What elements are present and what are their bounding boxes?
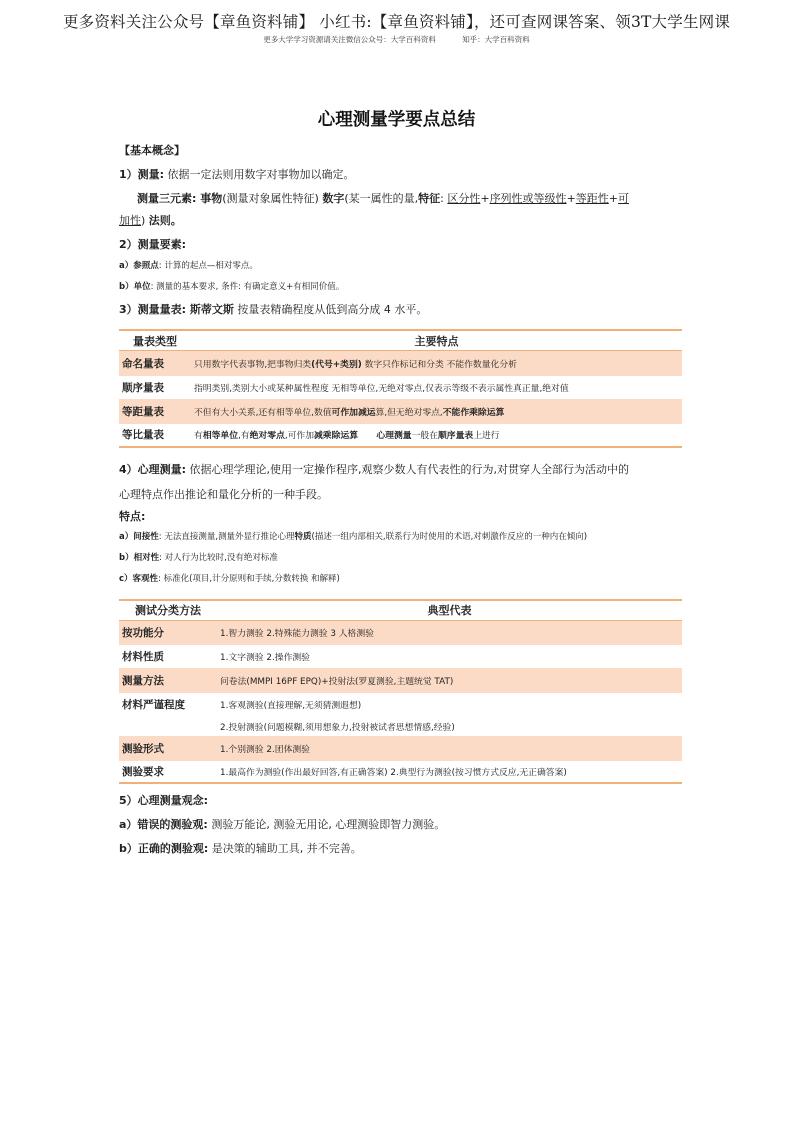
- cell-text: 数字只作标记和分类 不能作数量化分析: [361, 359, 517, 370]
- feature-indirectness: [119, 530, 679, 544]
- item-unit: [119, 280, 679, 294]
- triad-rule: 法则。: [148, 214, 182, 227]
- test-classification-table: [119, 599, 682, 785]
- item-psych-measurement: [119, 463, 679, 477]
- cell-text-bold: (代号+类别): [311, 359, 362, 370]
- item-scales: [119, 303, 679, 317]
- table-header-cell: 主要特点: [191, 330, 682, 351]
- scale-feature-cell: 指明类别,类别大小或某种属性程度 无相等单位,无绝对零点,仅表示等级不表示属性真正量,绝对值: [194, 383, 569, 394]
- plus-sign: +: [608, 192, 618, 205]
- item-concepts-heading: 5）心理测量观念:: [119, 794, 209, 807]
- table-row: [119, 620, 682, 645]
- classification-cell: 材料性质: [122, 651, 164, 663]
- cell-text-bold: 顺序量表: [437, 431, 474, 441]
- triad-number-note: (某一属性的量,: [344, 192, 419, 205]
- psych-measurement-line2: 心理特点作出推论和量化分析的一种手段。: [119, 487, 328, 501]
- table-row: [119, 376, 682, 399]
- cell-text: 只用数字代表事物,把事物归类: [194, 359, 312, 370]
- section-basic-heading: 【基本概念】: [119, 144, 185, 157]
- representative-cell: 问卷法(MMPI 16PF EPQ)+投射法(罗夏测验,主题统觉 TAT): [217, 668, 682, 693]
- triad-ordinality: 序列性或等级性: [489, 192, 567, 205]
- scale-feature-cell: [191, 351, 682, 376]
- unit-label: b）单位: [119, 282, 151, 292]
- wrong-view-label: a）错误的测验观:: [119, 818, 208, 831]
- item-measurement-text: 依据一定法则用数字对事物加以确定。: [164, 168, 355, 181]
- scale-type-cell: 等距量表: [119, 399, 191, 424]
- representative-cell: 1.文字测验 2.操作测验: [220, 653, 310, 663]
- feature-text-bold: 特质: [294, 531, 312, 542]
- promo-subline-right: 知乎：大学百科资料: [462, 35, 530, 44]
- triad-label: 测量三元素:: [137, 192, 197, 205]
- scale-type-cell: 等比量表: [119, 424, 191, 447]
- feature-label: c）客观性: [119, 573, 159, 584]
- cell-text: 不但有大小关系,还有相等单位,数值: [194, 407, 332, 418]
- features-heading: 特点:: [119, 509, 146, 523]
- item-elements-heading: 2）测量要素:: [119, 238, 187, 251]
- table-header-cell: 量表类型: [119, 330, 191, 351]
- classification-cell: 材料严谨程度: [122, 699, 185, 711]
- table-header-row: [119, 330, 682, 351]
- item-measurement-label: 1）测量:: [119, 168, 165, 181]
- promo-banner: 更多资料关注公众号【章鱼资料铺】 小红书:【章鱼资料铺】，还可查网课答案、领3T大学生网课: [62, 13, 731, 31]
- feature-objectivity: [119, 572, 679, 586]
- psych-measurement-label: 4）心理测量:: [119, 462, 187, 476]
- scale-feature-cell: [191, 399, 682, 424]
- representative-cell: 1.客观测验(直接理解,无须猜测遐想): [220, 701, 362, 711]
- reference-point-text: : 计算的起点—相对零点。: [158, 261, 258, 271]
- cell-text-bold: 心理测量: [358, 431, 412, 441]
- classification-cell: [119, 716, 217, 736]
- document-title: 心理测量学要点总结: [317, 110, 476, 130]
- table-row: [119, 761, 682, 783]
- representative-cell: 2.投射测验(问题模糊,须用想象力,投射被试者思想情感,经验): [220, 722, 455, 733]
- promo-subline: [0, 34, 793, 45]
- cell-text-bold: 不能作乘除运算: [442, 407, 505, 418]
- table-row: [119, 736, 682, 761]
- feature-label: a）间接性: [119, 531, 159, 542]
- triad-number: 数字: [322, 192, 345, 205]
- triad-feature: 特征: [418, 192, 441, 205]
- triad-equal-interval: 等距性: [575, 192, 609, 205]
- unit-text: : 测量的基本要求, 条件: 有确定意义+有相同价值。: [150, 282, 345, 292]
- classification-cell: 测验要求: [119, 761, 217, 783]
- correct-view-text: 是决策的辅助工具, 并不完善。: [208, 842, 362, 855]
- item-reference-point: [119, 259, 679, 273]
- item-correct-view: [119, 842, 679, 856]
- representative-cell: 1.个别测验 2.团体测验: [217, 736, 682, 761]
- feature-text: : 标准化(项目,计分原则和手续,分数转换 和解释): [158, 573, 340, 584]
- scale-type-cell: 顺序量表: [122, 381, 164, 394]
- scale-feature-cell: [191, 424, 682, 447]
- wrong-view-text: 测验万能论, 测验无用论, 心理测验即智力测验。: [207, 818, 446, 831]
- triad-additivity-end: 加性: [119, 214, 141, 227]
- plus-sign: +: [480, 192, 490, 205]
- table-header-cell: 典型代表: [217, 600, 682, 621]
- promo-subline-left: 更多大学学习资源请关注微信公众号：大学百科资料: [263, 35, 436, 44]
- table-row: [119, 693, 682, 716]
- cell-text: 有: [194, 431, 203, 441]
- scales-label: 3）测量量表:: [119, 303, 187, 316]
- feature-label: b）相对性: [119, 552, 160, 563]
- plus-sign: +: [566, 192, 576, 205]
- cell-text-bold: 减乘除运算: [314, 431, 358, 441]
- item-measurement: [119, 168, 679, 182]
- representative-cell: 1.智力测验 2.特殊能力测验 3 人格测验: [217, 620, 682, 645]
- table-row: [119, 399, 682, 424]
- table-row: [119, 351, 682, 376]
- triad-close: ): [141, 214, 149, 227]
- cell-text: 上进行: [473, 431, 500, 441]
- representative-cell: 1.最高作为测验(作出最好回答,有正确答案) 2.典型行为测验(按习惯方式反应,无正确答案): [217, 761, 682, 783]
- feature-text: (描述一组内部相关,联系行为时使用的术语,对刺激作反应的一种内在倾向): [311, 531, 588, 542]
- table-header-row: [119, 600, 682, 621]
- classification-cell: 按功能分: [119, 620, 217, 645]
- scale-type-cell: 命名量表: [119, 351, 191, 376]
- triad-thing-note: (测量对象属性特征): [222, 192, 323, 205]
- feature-relativity: [119, 551, 679, 565]
- correct-view-label: b）正确的测验观:: [119, 842, 209, 855]
- cell-text: 一般在: [411, 431, 438, 441]
- document-body: [119, 144, 679, 856]
- cell-text-bold: 相等单位: [202, 431, 239, 441]
- table-row: [119, 424, 682, 447]
- feature-text: : 对人行为比较时,没有绝对标准: [159, 552, 278, 563]
- classification-cell: 测验形式: [119, 736, 217, 761]
- table-header-cell: 测试分类方法: [119, 600, 217, 621]
- table-row: [119, 668, 682, 693]
- scales-stevens: 斯蒂文斯: [186, 303, 234, 316]
- triad-colon: :: [440, 192, 448, 205]
- classification-cell: 测量方法: [119, 668, 217, 693]
- triad-additivity-start: 可: [618, 192, 629, 205]
- measurement-triad-cont: [119, 214, 679, 228]
- triad-discriminability: 区分性: [447, 192, 481, 205]
- psych-measurement-line1: 依据心理学理论,使用一定操作程序,观察少数人有代表性的行为,对贯穿人全部行为活动中的: [186, 462, 630, 476]
- item-wrong-view: [119, 818, 679, 832]
- cell-text-bold: 可作加减运: [331, 407, 376, 418]
- cell-text: ,可作加: [284, 431, 314, 441]
- scales-text: 按量表精确程度从低到高分成 4 水平。: [233, 303, 428, 316]
- triad-thing: 事物: [196, 192, 223, 205]
- cell-text: 算,但无绝对零点,: [375, 407, 443, 418]
- feature-text: : 无法直接测量,测量外显行推论心理: [158, 531, 295, 542]
- measurement-triad: [119, 192, 679, 206]
- cell-text-bold: 绝对零点: [249, 431, 285, 441]
- table-row: [119, 716, 682, 736]
- cell-text: ,有: [238, 431, 250, 441]
- table-row: [119, 645, 682, 668]
- scale-types-table: [119, 329, 682, 448]
- reference-point-label: a）参照点: [119, 261, 159, 271]
